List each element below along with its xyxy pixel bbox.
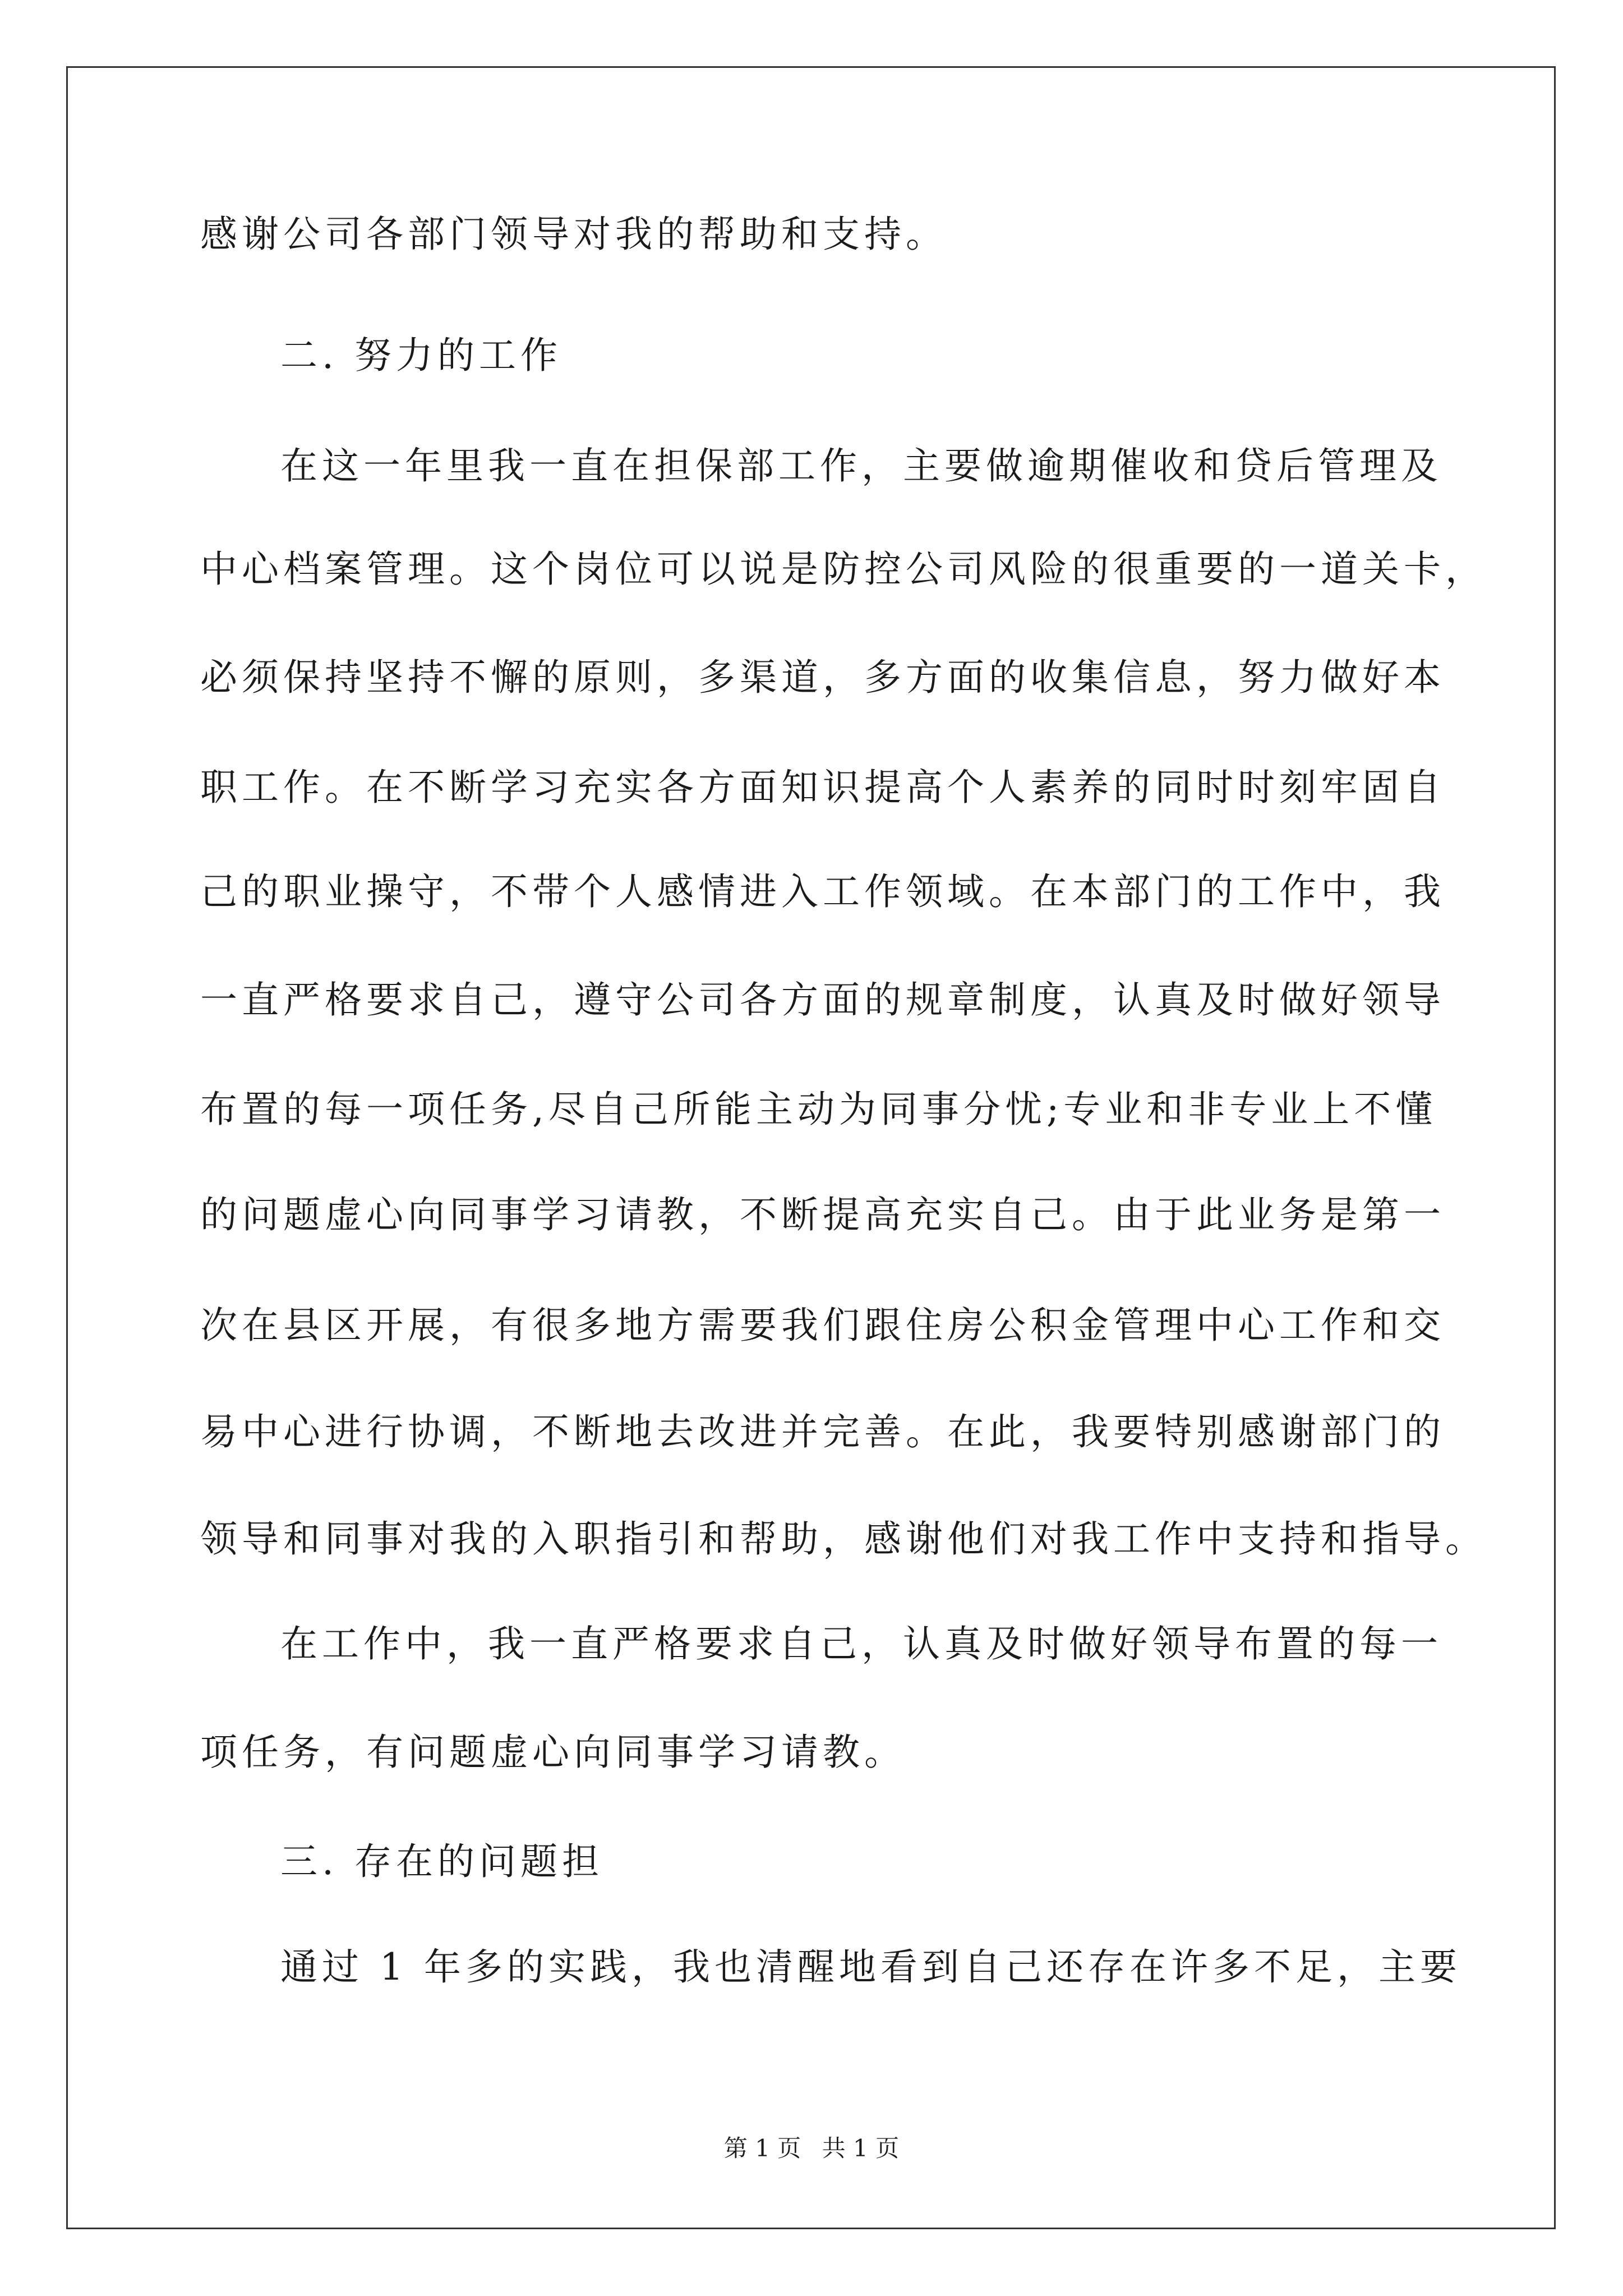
page-number-total: 共 1 页 [822,2134,900,2162]
body-line-4: 中心档案管理。这个岗位可以说是防控公司风险的很重要的一道关卡， [200,547,1487,591]
body-line-1: 感谢公司各部门领导对我的帮助和支持。 [200,213,947,256]
section-heading-3: 三. 存在的问题担 [280,1840,603,1883]
body-line-8: 一直严格要求自己，遵守公司各方面的规章制度，认真及时做好领导 [200,978,1445,1022]
page-footer [0,2132,1623,2165]
body-line-12: 易中心进行协调，不断地去改进并完善。在此，我要特别感谢部门的 [200,1410,1445,1453]
body-line-10: 的问题虚心向同事学习请教，不断提高充实自己。由于此业务是第一 [200,1193,1445,1236]
body-line-11: 次在县区开展，有很多地方需要我们跟住房公积金管理中心工作和交 [200,1304,1445,1347]
body-line-3: 在这一年里我一直在担保部工作，主要做逾期催收和贷后管理及 [280,444,1442,487]
page-number-current: 第 1 页 [723,2134,801,2162]
body-line-17: 通过 1 年多的实践，我也清醒地看到自己还存在许多不足，主要 [280,1945,1461,1989]
section-heading-2: 二. 努力的工作 [280,334,562,377]
body-line-6: 职工作。在不断学习充实各方面知识提高个人素养的同时时刻牢固自 [200,766,1445,809]
body-line-14: 在工作中，我一直严格要求自己，认真及时做好领导布置的每一 [280,1622,1442,1665]
body-line-5: 必须保持坚持不懈的原则，多渠道，多方面的收集信息，努力做好本 [200,656,1445,699]
body-line-9: 布置的每一项任务,尽自己所能主动为同事分忧;专业和非专业上不懂 [200,1088,1437,1131]
body-line-13: 领导和同事对我的入职指引和帮助，感谢他们对我工作中支持和指导。 [200,1517,1487,1561]
body-line-7: 己的职业操守，不带个人感情进入工作领域。在本部门的工作中，我 [200,870,1445,913]
page-border [66,66,1556,2229]
body-line-15: 项任务，有问题虚心向同事学习请教。 [200,1731,906,1774]
